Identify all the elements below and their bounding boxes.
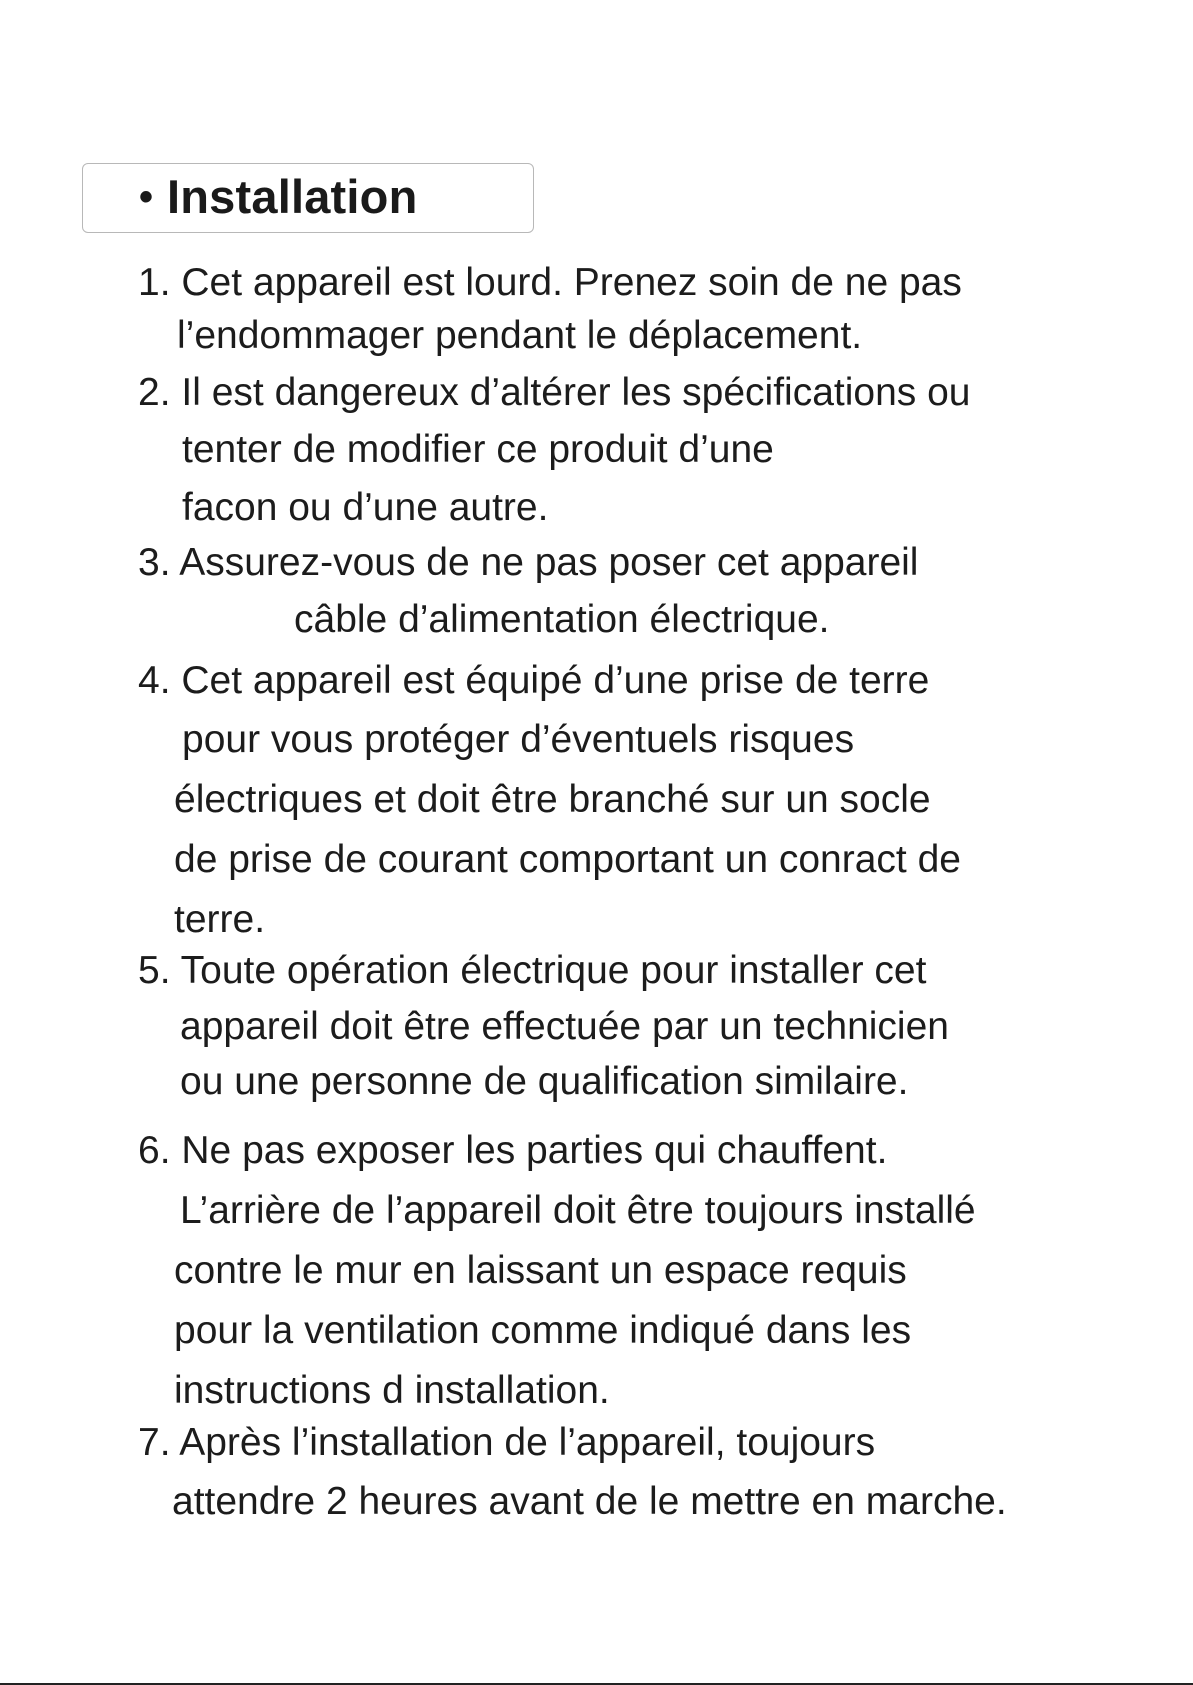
list-item-number: 1. [138, 261, 171, 304]
list-item-text: Toute opération électrique pour installer cet [180, 949, 927, 992]
list-item-text: Cet appareil est équipé d’une prise de terre [181, 659, 930, 702]
list-item-1-line-1 [138, 260, 962, 306]
list-item-6-line-1 [138, 1128, 887, 1174]
list-item-number: 3. [138, 541, 171, 584]
list-item-text: Ne pas exposer les parties qui chauffent. [181, 1129, 888, 1172]
list-item-3-line-1 [138, 540, 918, 586]
list-item-2-line-2: tenter de modifier ce produit d’une [182, 428, 774, 471]
list-item-5-line-1 [138, 948, 926, 994]
list-item-number: 7. [138, 1421, 171, 1464]
list-item-6-line-2: L’arrière de l’appareil doit être toujours installé [180, 1189, 976, 1232]
list-item-number: 2. [138, 371, 171, 414]
list-item-7-line-1 [138, 1420, 875, 1466]
list-item-2-line-3: facon ou d’une autre. [182, 486, 549, 529]
list-item-text: Cet appareil est lourd. Prenez soin de ne pas [181, 261, 962, 304]
section-heading-box [82, 163, 534, 233]
list-item-4-line-5: terre. [174, 898, 266, 941]
list-item-4-line-1 [138, 658, 929, 704]
list-item-5-line-3: ou une personne de qualification similaire. [180, 1060, 909, 1103]
section-title: Installation [167, 170, 418, 223]
list-item-text: Après l’installation de l’appareil, toujours [179, 1421, 876, 1464]
list-item-6-line-4: pour la ventilation comme indiqué dans les [174, 1309, 912, 1352]
list-item-6-line-5: instructions d installation. [174, 1369, 610, 1412]
list-item-4-line-3: électriques et doit être branché sur un socle [174, 778, 931, 821]
list-item-3-line-2: câble d’alimentation électrique. [294, 598, 830, 641]
list-item-number: 5. [138, 949, 171, 992]
list-item-4-line-2: pour vous protéger d’éventuels risques [182, 718, 855, 761]
list-item-6-line-3: contre le mur en laissant un espace requis [174, 1249, 907, 1292]
list-item-text: Assurez-vous de ne pas poser cet appareil [179, 541, 919, 584]
list-item-1-line-2: l’endommager pendant le déplacement. [177, 314, 863, 357]
list-item-number: 4. [138, 659, 171, 702]
list-item-7-line-2: attendre 2 heures avant de le mettre en marche. [172, 1480, 1007, 1523]
list-item-number: 6. [138, 1129, 171, 1172]
list-item-2-line-1 [138, 370, 970, 416]
list-item-5-line-2: appareil doit être effectuée par un technicien [180, 1005, 949, 1048]
bullet-icon: • [139, 175, 154, 219]
list-item-text: Il est dangereux d’altérer les spécifications ou [181, 371, 971, 414]
list-item-4-line-4: de prise de courant comportant un conract de [174, 838, 961, 881]
